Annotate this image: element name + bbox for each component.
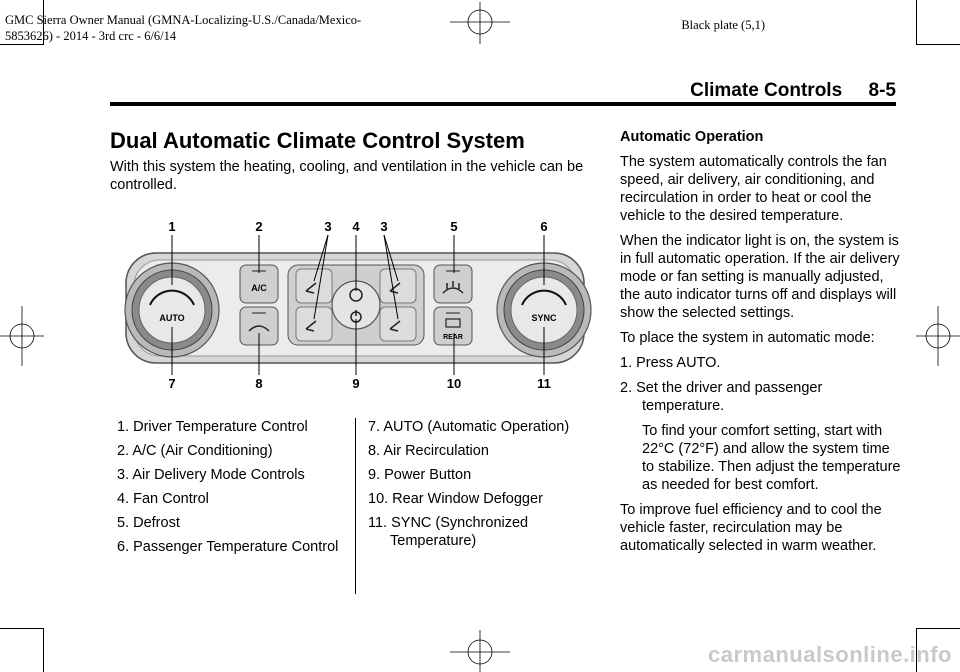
paragraph: To place the system in automatic mode: [620, 330, 875, 346]
callout-11: 11 [537, 376, 551, 391]
callout-5: 5 [450, 219, 458, 234]
callout-6: 6 [540, 219, 548, 234]
legend-item: 3. Air Delivery Mode Controls [117, 467, 305, 483]
callout-3b: 3 [380, 219, 388, 234]
legend-item: 2. A/C (Air Conditioning) [117, 443, 273, 459]
crop-mark [916, 628, 960, 629]
print-metadata [5, 12, 361, 44]
crop-mark [0, 44, 44, 45]
registration-mark-bottom [450, 630, 510, 672]
print-metadata-line1: GMC Sierra Owner Manual (GMNA-Localizing-U.S./Canada/Mexico- [5, 13, 362, 27]
callout-10: 10 [446, 376, 462, 391]
legend-item: 8. Air Recirculation [368, 443, 489, 459]
column-separator [355, 418, 356, 594]
crop-mark [916, 0, 917, 44]
callout-3a: 3 [324, 219, 332, 234]
callout-8: 8 [255, 376, 263, 391]
callout-4: 4 [352, 219, 360, 234]
running-head: Climate Controls 8-5 [690, 80, 896, 101]
step-continuation: temperature. [642, 398, 725, 414]
step: 1. Press AUTO. [620, 355, 721, 371]
header-rule [110, 102, 896, 106]
legend-item: 7. AUTO (Automatic Operation) [368, 419, 570, 435]
svg-text:SYNC: SYNC [531, 313, 557, 323]
section-title: Dual Automatic Climate Control System [110, 128, 525, 153]
svg-text:AUTO: AUTO [159, 313, 185, 323]
callout-9: 9 [352, 376, 360, 391]
legend-left [117, 418, 349, 562]
legend-item: 5. Defrost [117, 515, 180, 531]
legend-item: 9. Power Button [368, 467, 472, 483]
plate-label: Black plate (5,1) [681, 18, 765, 32]
legend-item: 6. Passenger Temperature Control [117, 539, 339, 555]
legend-item-continuation: Temperature) [390, 533, 477, 549]
legend-item: 4. Fan Control [117, 491, 209, 507]
step-note: To find your comfort setting, start with 22°C (72°F) and allow the system time to stabilize. Then adjust the temperature as needed for best comfort. [642, 423, 901, 493]
watermark: carmanualsonline.info [708, 642, 952, 667]
right-column [620, 128, 902, 562]
svg-text:A/C: A/C [251, 283, 267, 293]
registration-mark-top [450, 2, 510, 44]
climate-control-panel-figure [110, 215, 602, 393]
legend-item: 1. Driver Temperature Control [117, 419, 308, 435]
svg-text:REAR: REAR [443, 334, 463, 341]
paragraph: The system automatically controls the fan speed, air delivery, air conditioning, and recirculation in order to heat or cool the vehicle to the desired temperature. [620, 154, 887, 224]
callout-7: 7 [168, 376, 176, 391]
step: 2. Set the driver and passenger [620, 380, 823, 396]
callout-2: 2 [255, 219, 263, 234]
intro-paragraph: With this system the heating, cooling, and ventilation in the vehicle can be controlled. [110, 159, 584, 193]
callout-1: 1 [168, 219, 176, 234]
crop-mark [0, 628, 44, 629]
crop-mark [43, 628, 44, 672]
registration-mark-right [916, 306, 960, 366]
legend-right [368, 418, 608, 556]
paragraph: When the indicator light is on, the system is in full automatic operation. If the air delivery mode or fan setting is manually adjusted, the auto indicator turns off and displays will show the selected settings. [620, 233, 900, 321]
subsection-heading: Automatic Operation [620, 129, 764, 145]
legend-item: 10. Rear Window Defogger [368, 491, 543, 507]
legend-item: 11. SYNC (Synchronized [368, 515, 529, 531]
registration-mark-left [0, 306, 44, 366]
crop-mark [916, 44, 960, 45]
paragraph: To improve fuel efficiency and to cool the vehicle faster, recirculation may be automatically selected in warm weather. [620, 502, 882, 554]
print-metadata-line2: 5853626) - 2014 - 3rd crc - 6/6/14 [5, 29, 177, 43]
